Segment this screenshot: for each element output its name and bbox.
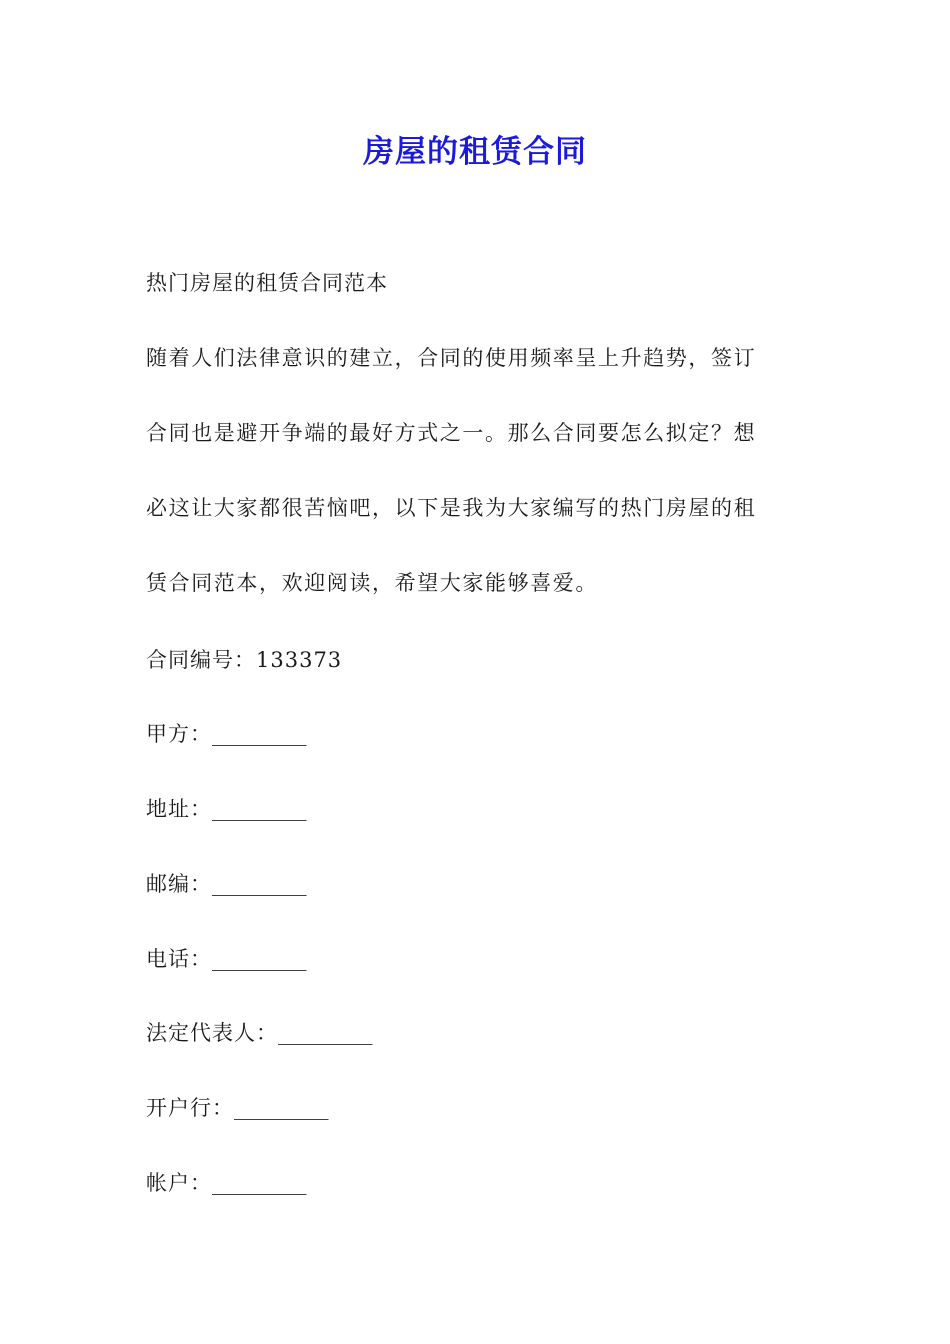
field-blank: _________ bbox=[212, 1171, 307, 1195]
field-bank bbox=[146, 1093, 806, 1123]
document-title: 房屋的租赁合同 bbox=[363, 134, 587, 170]
field-label: 帐户： bbox=[146, 1171, 212, 1195]
field-blank: _________ bbox=[212, 947, 307, 971]
intro-line: 合同也是避开争端的最好方式之一。那么合同要怎么拟定？想 bbox=[146, 421, 757, 445]
field-legal-rep bbox=[146, 1018, 806, 1048]
intro-line: 随着人们法律意识的建立，合同的使用频率呈上升趋势，签订 bbox=[146, 346, 757, 370]
intro-line: 赁合同范本，欢迎阅读，希望大家能够喜爱。 bbox=[146, 571, 598, 595]
field-blank: _________ bbox=[212, 797, 307, 821]
field-blank: _________ bbox=[234, 1096, 329, 1120]
field-phone bbox=[146, 944, 806, 974]
field-party-a bbox=[146, 719, 806, 749]
field-label: 甲方： bbox=[146, 722, 212, 746]
field-blank: _________ bbox=[212, 872, 307, 896]
field-label: 地址： bbox=[146, 797, 212, 821]
field-account bbox=[146, 1168, 806, 1198]
contract-number: 合同编号：133373 bbox=[146, 648, 343, 672]
field-label: 邮编： bbox=[146, 872, 212, 896]
intro-paragraph bbox=[146, 343, 806, 643]
field-label: 开户行： bbox=[146, 1096, 234, 1120]
field-address bbox=[146, 794, 806, 824]
field-label: 法定代表人： bbox=[146, 1021, 278, 1045]
field-label: 电话： bbox=[146, 947, 212, 971]
document-subtitle: 热门房屋的租赁合同范本 bbox=[146, 271, 388, 295]
field-blank: _________ bbox=[212, 722, 307, 746]
field-postcode bbox=[146, 869, 806, 899]
intro-line: 必这让大家都很苦恼吧，以下是我为大家编写的热门房屋的租 bbox=[146, 496, 757, 520]
field-blank: _________ bbox=[278, 1021, 373, 1045]
